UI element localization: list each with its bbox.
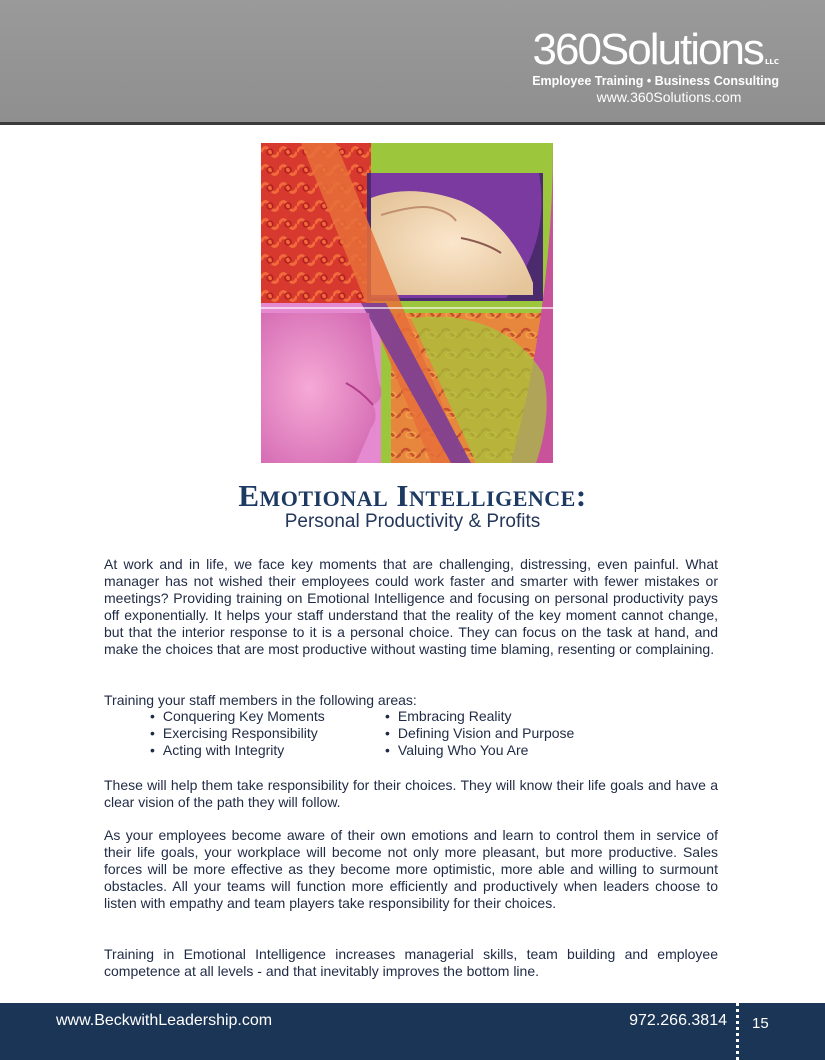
footer-dotted-divider xyxy=(736,1003,739,1060)
header-band xyxy=(0,0,825,125)
brand-url[interactable]: www.360Solutions.com xyxy=(596,89,742,105)
list-item: • Conquering Key Moments xyxy=(150,708,325,725)
workplace-paragraph: As your employees become aware of their own emotions and learn to control them in service of their life goals, your workplace will become not only more pleasant, but more productive. Sales forces will be more effective as they become more optimistic, more able and willing to surmount obstacles. All your teams will function more efficiently and productively when leaders choose to listen with empathy and team players take responsibility for their choices. xyxy=(104,827,718,911)
brand-block xyxy=(519,25,779,105)
brand-tagline: Employee Training • Business Consulting xyxy=(532,74,779,88)
intro-paragraph: At work and in life, we face key moments that are challenging, distressing, even painful. What manager has not wished their employees could work faster and smarter with fewer mistakes or meetings? Providing training on Emotional Intelligence and focusing on personal productivity pays off exponentially. It helps your staff understand that the reality of the key moment cannot change, but that the interior response to it is a personal choice. They can focus on the task at hand, and make the choices that are most productive without wasting time blaming, resenting or complaining. xyxy=(104,556,718,657)
abstract-faces-illustration-image xyxy=(261,143,553,463)
list-item: • Acting with Integrity xyxy=(150,742,325,759)
closing-paragraph: Training in Emotional Intelligence increases managerial skills, team building and employee competence at all levels - and that inevitably improves the bottom line. xyxy=(104,946,718,979)
list-item: • Embracing Reality xyxy=(385,708,574,725)
training-areas-column-2 xyxy=(385,708,574,759)
page-number: 15 xyxy=(752,1015,769,1032)
footer-website-link[interactable]: www.BeckwithLeadership.com xyxy=(56,1012,273,1029)
list-item: • Valuing Who You Are xyxy=(385,742,574,759)
list-item: • Defining Vision and Purpose xyxy=(385,725,574,742)
footer-phone: 972.266.3814 xyxy=(629,1012,727,1029)
training-intro: Training your staff members in the following areas: xyxy=(104,692,417,708)
training-areas-column-1 xyxy=(150,708,325,759)
article-title: Emotional Intelligence: xyxy=(238,478,587,513)
article-subtitle: Personal Productivity & Profits xyxy=(284,511,541,532)
list-item: • Exercising Responsibility xyxy=(150,725,325,742)
responsibility-paragraph: These will help them take responsibility for their choices. They will know their life goals and have a clear vision of the path they will follow. xyxy=(104,777,718,810)
footer-band xyxy=(0,1003,825,1060)
brand-logo: 360Solutions xyxy=(532,25,763,74)
brand-suffix: LLC xyxy=(764,58,779,66)
